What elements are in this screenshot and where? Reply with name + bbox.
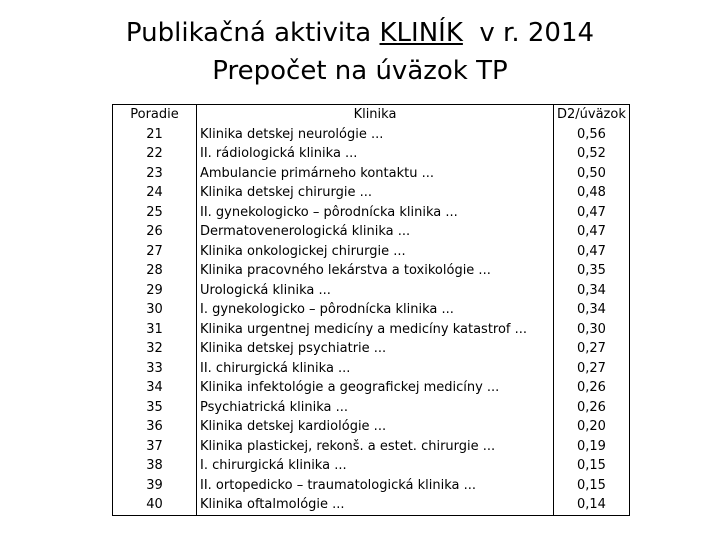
cell-clinic: Klinika detskej psychiatrie ... [197,339,554,359]
cell-clinic: I. gynekologicko – pôrodnícka klinika ... [197,300,554,320]
cell-value: 0,19 [554,437,630,457]
title-line-1 [0,14,720,52]
cell-rank: 29 [113,281,197,301]
cell-clinic: I. chirurgická klinika ... [197,456,554,476]
cell-clinic: Klinika plastickej, rekonš. a estet. chirurgie ... [197,437,554,457]
table-row [113,495,630,515]
cell-rank: 35 [113,398,197,418]
cell-clinic: Psychiatrická klinika ... [197,398,554,418]
cell-clinic: Klinika detskej kardiológie ... [197,417,554,437]
table-row [113,476,630,496]
table-row [113,398,630,418]
cell-clinic: Klinika infektológie a geografickej medicíny ... [197,378,554,398]
cell-clinic: II. gynekologicko – pôrodnícka klinika ... [197,203,554,223]
header-value: D2/úväzok [554,105,630,125]
cell-clinic: Klinika urgentnej medicíny a medicíny katastrof ... [197,320,554,340]
cell-value: 0,15 [554,476,630,496]
title-underlined-word: KLINÍK [379,18,463,48]
cell-value: 0,34 [554,281,630,301]
table-row [113,300,630,320]
cell-value: 0,14 [554,495,630,515]
table-row [113,417,630,437]
cell-rank: 36 [113,417,197,437]
cell-clinic: II. rádiologická klinika ... [197,144,554,164]
cell-value: 0,50 [554,164,630,184]
title-prefix: Publikačná aktivita [125,18,380,48]
cell-value: 0,56 [554,125,630,145]
cell-rank: 23 [113,164,197,184]
table-row [113,359,630,379]
cell-rank: 24 [113,183,197,203]
table-row [113,203,630,223]
cell-rank: 33 [113,359,197,379]
ranking-table [112,104,630,516]
table-body [113,125,630,516]
cell-value: 0,20 [554,417,630,437]
cell-value: 0,48 [554,183,630,203]
table-row [113,144,630,164]
cell-value: 0,26 [554,398,630,418]
cell-value: 0,34 [554,300,630,320]
cell-rank: 30 [113,300,197,320]
table-row [113,242,630,262]
table-row [113,125,630,145]
cell-rank: 25 [113,203,197,223]
table-row [113,164,630,184]
cell-rank: 27 [113,242,197,262]
cell-value: 0,35 [554,261,630,281]
cell-clinic: Klinika onkologickej chirurgie ... [197,242,554,262]
cell-rank: 32 [113,339,197,359]
header-clinic: Klinika [197,105,554,125]
cell-rank: 34 [113,378,197,398]
cell-clinic: Klinika oftalmológie ... [197,495,554,515]
table-row [113,339,630,359]
cell-rank: 21 [113,125,197,145]
cell-value: 0,47 [554,242,630,262]
table-row [113,281,630,301]
cell-clinic: Klinika pracovného lekárstva a toxikológie ... [197,261,554,281]
cell-value: 0,30 [554,320,630,340]
table-row [113,222,630,242]
table-row [113,378,630,398]
cell-clinic: II. chirurgická klinika ... [197,359,554,379]
cell-rank: 38 [113,456,197,476]
cell-clinic: Dermatovenerologická klinika ... [197,222,554,242]
cell-clinic: Klinika detskej neurológie ... [197,125,554,145]
cell-rank: 28 [113,261,197,281]
title-suffix: v r. 2014 [462,18,595,48]
cell-value: 0,47 [554,222,630,242]
cell-rank: 39 [113,476,197,496]
header-rank: Poradie [113,105,197,125]
title-line-2: Prepočet na úväzok TP [212,56,508,86]
cell-rank: 40 [113,495,197,515]
cell-rank: 31 [113,320,197,340]
page-title [0,14,720,90]
cell-value: 0,27 [554,359,630,379]
table-header-row [113,105,630,125]
cell-value: 0,15 [554,456,630,476]
table-row [113,456,630,476]
cell-value: 0,26 [554,378,630,398]
cell-rank: 26 [113,222,197,242]
table-row [113,320,630,340]
table-row [113,437,630,457]
cell-clinic: II. ortopedicko – traumatologická klinika ... [197,476,554,496]
cell-value: 0,27 [554,339,630,359]
cell-value: 0,47 [554,203,630,223]
cell-rank: 37 [113,437,197,457]
cell-clinic: Urologická klinika ... [197,281,554,301]
cell-clinic: Klinika detskej chirurgie ... [197,183,554,203]
cell-value: 0,52 [554,144,630,164]
cell-clinic: Ambulancie primárneho kontaktu ... [197,164,554,184]
cell-rank: 22 [113,144,197,164]
table-row [113,261,630,281]
table-row [113,183,630,203]
